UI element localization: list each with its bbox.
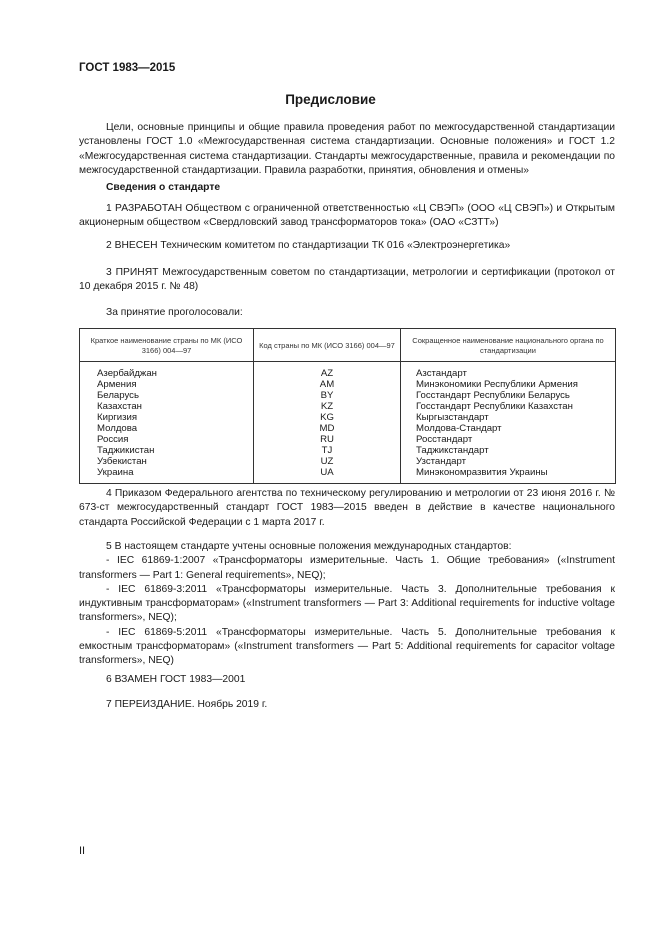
intro-paragraph: Цели, основные принципы и общие правила проведения работ по межгосударственной стандартизации установлены ГОСТ 1.0 «Межгосударственная система стандартизации. Основные положения» и ГОСТ 1.2 «Межгосударственная система стандартизации. Стандарты межгосударственные, правила и рекомендации по межгосударственной стандартизации. Правила разработки, принятия, обновления и отмены»: [79, 122, 615, 176]
item-6-block: [79, 673, 615, 687]
body-cell: Минэкономики Республики Армения: [401, 379, 616, 390]
intro-block: [79, 121, 615, 178]
country-cell: Узбекистан: [80, 456, 254, 467]
code-cell: BY: [254, 390, 401, 401]
body-cell: Госстандарт Республики Казахстан: [401, 401, 616, 412]
code-cell: RU: [254, 434, 401, 445]
item-3-block: [79, 266, 615, 295]
voting-countries-table: [79, 328, 616, 484]
body-cell: Росстандарт: [401, 434, 616, 445]
body-cell: Кыргызстандарт: [401, 412, 616, 423]
code-cell: UA: [254, 467, 401, 484]
table-header-code: Код страны по МК (ИСО 3166) 004—97: [254, 329, 401, 362]
table-row: [80, 423, 616, 434]
country-cell: Таджикистан: [80, 445, 254, 456]
country-cell: Молдова: [80, 423, 254, 434]
item-5-lead: 5 В настоящем стандарте учтены основные положения международных стандартов:: [106, 541, 512, 552]
item-7-block: [79, 698, 615, 712]
code-cell: KG: [254, 412, 401, 423]
table-header-country: Краткое наименование страны по МК (ИСО 3166) 004—97: [80, 329, 254, 362]
item-7-paragraph: 7 ПЕРЕИЗДАНИЕ. Ноябрь 2019 г.: [106, 699, 268, 710]
code-cell: MD: [254, 423, 401, 434]
item-5-bullet: - IEC 61869-5:2011 «Трансформаторы измерительные. Часть 5. Дополнительные требования к емкостным трансформаторам» («Instrument transformers — Part 5: Additional requirements for capacitor voltage transformers», NEQ): [79, 626, 615, 667]
country-cell: Армения: [80, 379, 254, 390]
table-row: [80, 401, 616, 412]
table-row: [80, 456, 616, 467]
code-cell: AZ: [254, 362, 401, 380]
table-row: [80, 445, 616, 456]
table-row: [80, 412, 616, 423]
standard-id-header: ГОСТ 1983—2015: [79, 62, 176, 74]
table-header-body: Сокращенное наименование национального органа по стандартизации: [401, 329, 616, 362]
table-row: [80, 434, 616, 445]
table-row: [80, 362, 616, 380]
item-5-bullet: - IEC 61869-1:2007 «Трансформаторы измерительные. Часть 1. Общие требования» («Instrument transformers — Part 1: General requirements», NEQ);: [79, 555, 615, 581]
code-cell: TJ: [254, 445, 401, 456]
body-cell: Госстандарт Республики Беларусь: [401, 390, 616, 401]
vote-label-block: [79, 306, 615, 320]
section-heading: Сведения о стандарте: [106, 182, 221, 193]
item-2-block: [79, 239, 615, 253]
country-cell: Украина: [80, 467, 254, 484]
item-4-block: [79, 487, 615, 530]
body-cell: Азстандарт: [401, 362, 616, 380]
table-header-row: [80, 329, 616, 362]
item-4-paragraph: 4 Приказом Федерального агентства по техническому регулированию и метрологии от 23 июня 2016 г. № 673-ст межгосударственный стандарт ГОСТ 1983—2015 введен в действие в качестве национального стандарта Российской Федерации с 1 марта 2017 г.: [79, 488, 615, 528]
country-cell: Азербайджан: [80, 362, 254, 380]
item-5-block: [79, 540, 615, 669]
body-cell: Таджикстандарт: [401, 445, 616, 456]
code-cell: AM: [254, 379, 401, 390]
code-cell: KZ: [254, 401, 401, 412]
body-cell: Узстандарт: [401, 456, 616, 467]
country-cell: Киргизия: [80, 412, 254, 423]
item-3-paragraph: 3 ПРИНЯТ Межгосударственным советом по стандартизации, метрологии и сертификации (протокол от 10 декабря 2015 г. № 48): [79, 267, 615, 293]
section-heading-block: [79, 181, 615, 195]
item-6-paragraph: 6 ВЗАМЕН ГОСТ 1983—2001: [106, 674, 246, 685]
item-1-block: [79, 202, 615, 231]
table-row: [80, 467, 616, 484]
code-cell: UZ: [254, 456, 401, 467]
body-cell: Минэкономразвития Украины: [401, 467, 616, 484]
item-2-paragraph: 2 ВНЕСЕН Техническим комитетом по стандартизации ТК 016 «Электроэнергетика»: [106, 240, 511, 251]
country-cell: Беларусь: [80, 390, 254, 401]
vote-label: За принятие проголосовали:: [106, 307, 243, 318]
country-cell: Казахстан: [80, 401, 254, 412]
table-row: [80, 379, 616, 390]
item-1-paragraph: 1 РАЗРАБОТАН Обществом с ограниченной ответственностью «Ц СВЭП» (ООО «Ц СВЭП») и Открытым акционерным обществом «Свердловский завод трансформаторов тока» (ОАО «СЗТТ»): [79, 203, 615, 229]
country-cell: Россия: [80, 434, 254, 445]
page-title: Предисловие: [285, 92, 376, 107]
item-5-bullet: - IEC 61869-3:2011 «Трансформаторы измерительные. Часть 3. Дополнительные требования к индуктивным трансформаторам» («Instrument transformers — Part 3: Additional requirements for inductive voltage transformers», NEQ);: [79, 583, 615, 624]
body-cell: Молдова-Стандарт: [401, 423, 616, 434]
page-number: II: [79, 845, 86, 857]
table-row: [80, 390, 616, 401]
